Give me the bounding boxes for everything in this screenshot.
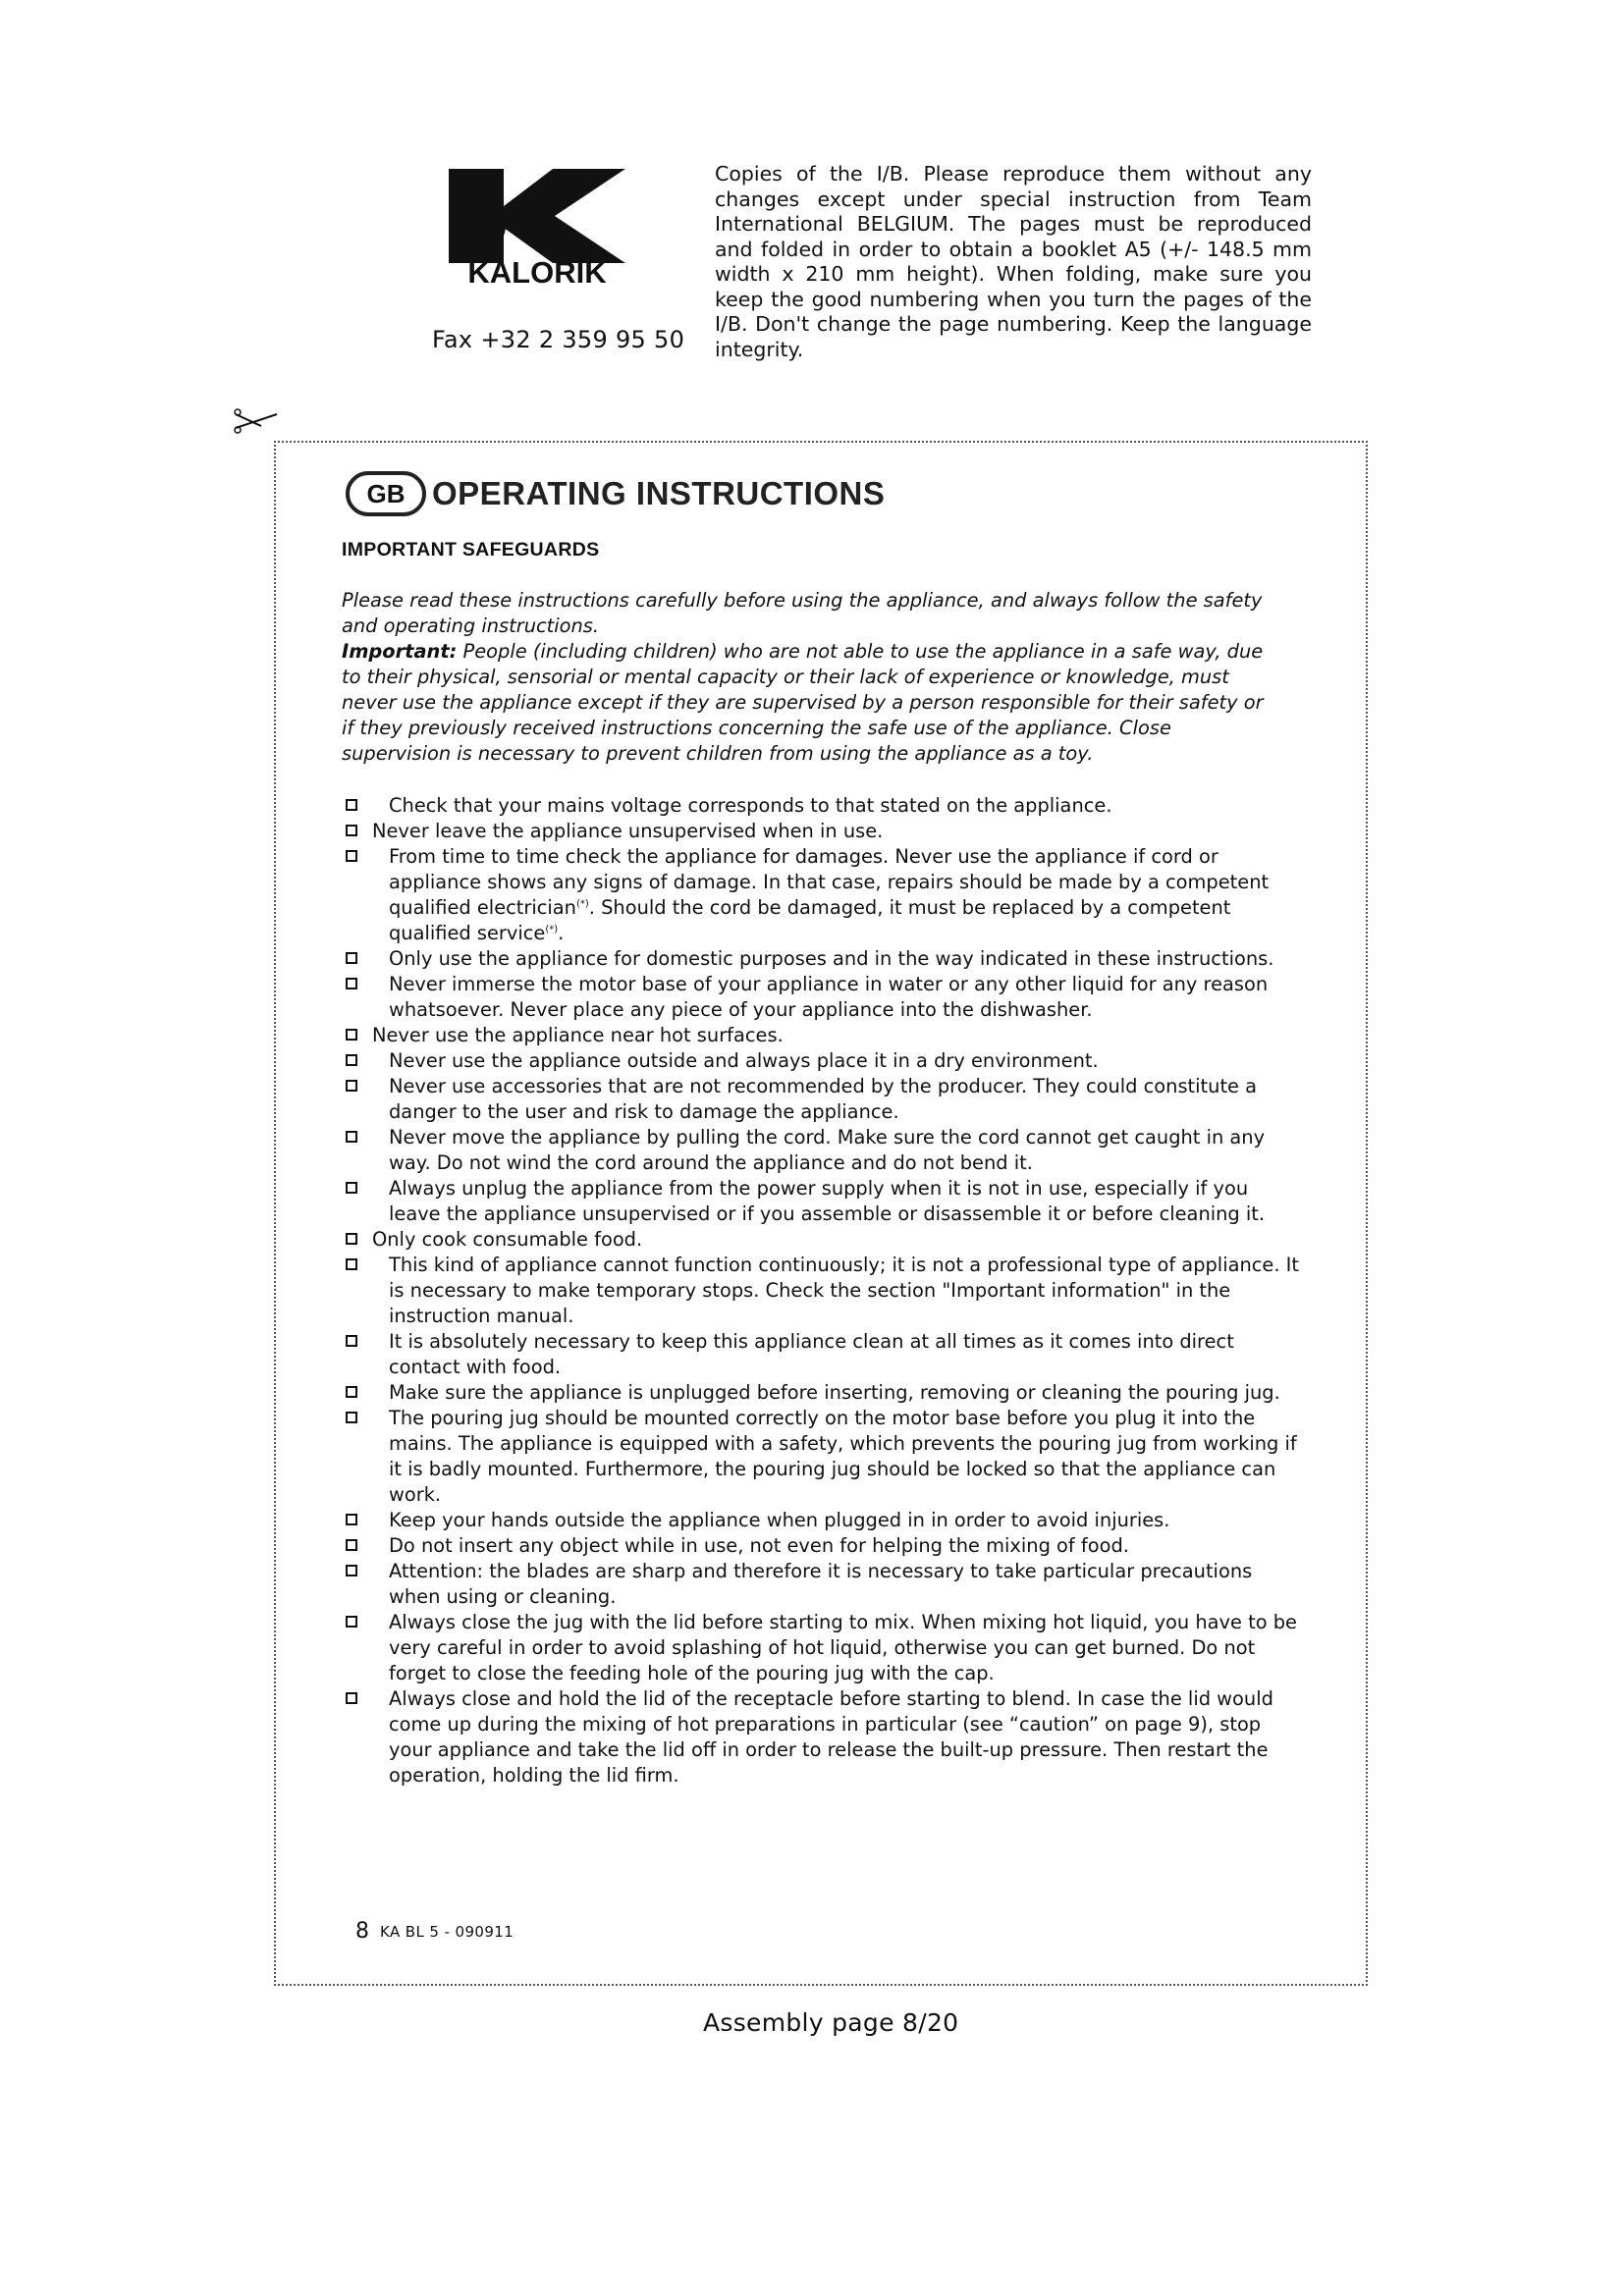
checkbox-bullet-icon	[346, 1539, 357, 1551]
checkbox-bullet-icon	[346, 1386, 357, 1398]
checkbox-bullet-icon	[346, 1335, 357, 1347]
checkbox-bullet-icon	[346, 952, 357, 964]
intro-text-2: People (including children) who are not able to use the appliance in a safe way, due to their physical, sensorial or mental capacity or their lack of experience or knowledge, must never use the appliance except if they are supervised by a person responsible for their safety or if they previously received instructions concerning the safe use of the appliance. Close supervision is necessary to prevent children from using the appliance as a toy.	[342, 640, 1264, 765]
checkbox-bullet-icon	[346, 1029, 357, 1041]
list-item: Never use accessories that are not recommended by the producer. They could constitute a danger to the user and risk to damage the appliance.	[342, 1074, 1304, 1125]
checkbox-bullet-icon	[346, 799, 357, 811]
list-item: This kind of appliance cannot function continuously; it is not a professional type of appliance. It is necessary to make temporary stops. Check the section "Important information" in the instruction manual.	[342, 1253, 1304, 1329]
checkbox-bullet-icon	[346, 1616, 357, 1628]
assembly-page-note: Assembly page 8/20	[703, 2008, 959, 2037]
scissors-icon	[232, 408, 281, 434]
list-item: Keep your hands outside the appliance when plugged in in order to avoid injuries.	[342, 1508, 1304, 1533]
intro-text-1: Please read these instructions carefully before using the appliance, and always follow the safety and operating instructions.	[342, 589, 1263, 637]
page-number: 8	[355, 1919, 369, 1944]
copies-note: Copies of the I/B. Please reproduce them without any changes except under special instruction from Team International BELGIUM. The pages must be reproduced and folded in order to obtain a booklet A5 (+/- 148.5 mm width x 210 mm height). When folding, make sure you keep the good numbering when you turn the pages of the I/B. Don't change the page numbering. Keep the language integrity.	[715, 162, 1312, 361]
language-badge: GB	[346, 471, 426, 516]
checkbox-bullet-icon	[346, 1514, 357, 1525]
list-item: Do not insert any object while in use, not even for helping the mixing of food.	[342, 1533, 1304, 1559]
intro-paragraph	[342, 588, 1274, 767]
document-code: KA BL 5 - 090911	[380, 1923, 514, 1941]
checkbox-bullet-icon	[346, 1131, 357, 1143]
checkbox-bullet-icon	[346, 1080, 357, 1092]
important-label: Important:	[342, 640, 458, 663]
checkbox-bullet-icon	[346, 1182, 357, 1194]
checkbox-bullet-icon	[346, 1692, 357, 1704]
list-item: Attention: the blades are sharp and therefore it is necessary to take particular precautions when using or cleaning.	[342, 1559, 1304, 1610]
fax-number: Fax +32 2 359 95 50	[432, 326, 685, 353]
checkbox-bullet-icon	[346, 850, 357, 862]
logo-text: KALORIK	[467, 255, 607, 285]
checkbox-bullet-icon	[346, 1258, 357, 1270]
list-item: Never use the appliance outside and always place it in a dry environment.	[342, 1048, 1304, 1074]
list-item: Never immerse the motor base of your appliance in water or any other liquid for any reason whatsoever. Never place any piece of your appliance into the dishwasher.	[342, 972, 1304, 1023]
list-item: Check that your mains voltage corresponds to that stated on the appliance.	[342, 793, 1304, 819]
checkbox-bullet-icon	[346, 978, 357, 989]
checkbox-bullet-icon	[346, 1054, 357, 1066]
safeguards-list	[342, 793, 1304, 1789]
checkbox-bullet-icon	[346, 825, 357, 836]
checkbox-bullet-icon	[346, 1233, 357, 1245]
page-title: OPERATING INSTRUCTIONS	[432, 475, 886, 511]
list-item: The pouring jug should be mounted correctly on the motor base before you plug it into the mains. The appliance is equipped with a safety, which prevents the pouring jug from working if it is badly mounted. Furthermore, the pouring jug should be locked so that the appliance can work.	[342, 1406, 1304, 1508]
kalorik-logo	[447, 167, 628, 285]
list-item: Always close the jug with the lid before starting to mix. When mixing hot liquid, you have to be very careful in order to avoid splashing of hot liquid, otherwise you can get burned. Do not forget to close the feeding hole of the pouring jug with the cap.	[342, 1610, 1304, 1686]
list-item: Always close and hold the lid of the receptacle before starting to blend. In case the lid would come up during the mixing of hot preparations in particular (see “caution” on page 9), stop your appliance and take the lid off in order to release the built-up pressure. Then restart the operation, holding the lid firm.	[342, 1686, 1304, 1789]
list-item: Make sure the appliance is unplugged before inserting, removing or cleaning the pouring jug.	[342, 1380, 1304, 1406]
checkbox-bullet-icon	[346, 1412, 357, 1423]
list-item: Never move the appliance by pulling the cord. Make sure the cord cannot get caught in any way. Do not wind the cord around the appliance and do not bend it.	[342, 1125, 1304, 1176]
list-item: Only cook consumable food.	[342, 1227, 1304, 1253]
list-item: From time to time check the appliance for damages. Never use the appliance if cord or appliance shows any signs of damage. In that case, repairs should be made by a competent qualified electrician(*). Should the cord be damaged, it must be replaced by a competent qualified service(*).	[342, 844, 1304, 946]
list-item: Always unplug the appliance from the power supply when it is not in use, especially if you leave the appliance unsupervised or if you assemble or disassemble it or before cleaning it.	[342, 1176, 1304, 1227]
list-item: Never use the appliance near hot surfaces.	[342, 1023, 1304, 1048]
checkbox-bullet-icon	[346, 1565, 357, 1576]
page-heading	[346, 469, 885, 518]
list-item: It is absolutely necessary to keep this appliance clean at all times as it comes into direct contact with food.	[342, 1329, 1304, 1380]
list-item: Only use the appliance for domestic purposes and in the way indicated in these instructions.	[342, 946, 1304, 972]
list-item: Never leave the appliance unsupervised when in use.	[342, 819, 1304, 844]
section-title: IMPORTANT SAFEGUARDS	[342, 539, 600, 561]
